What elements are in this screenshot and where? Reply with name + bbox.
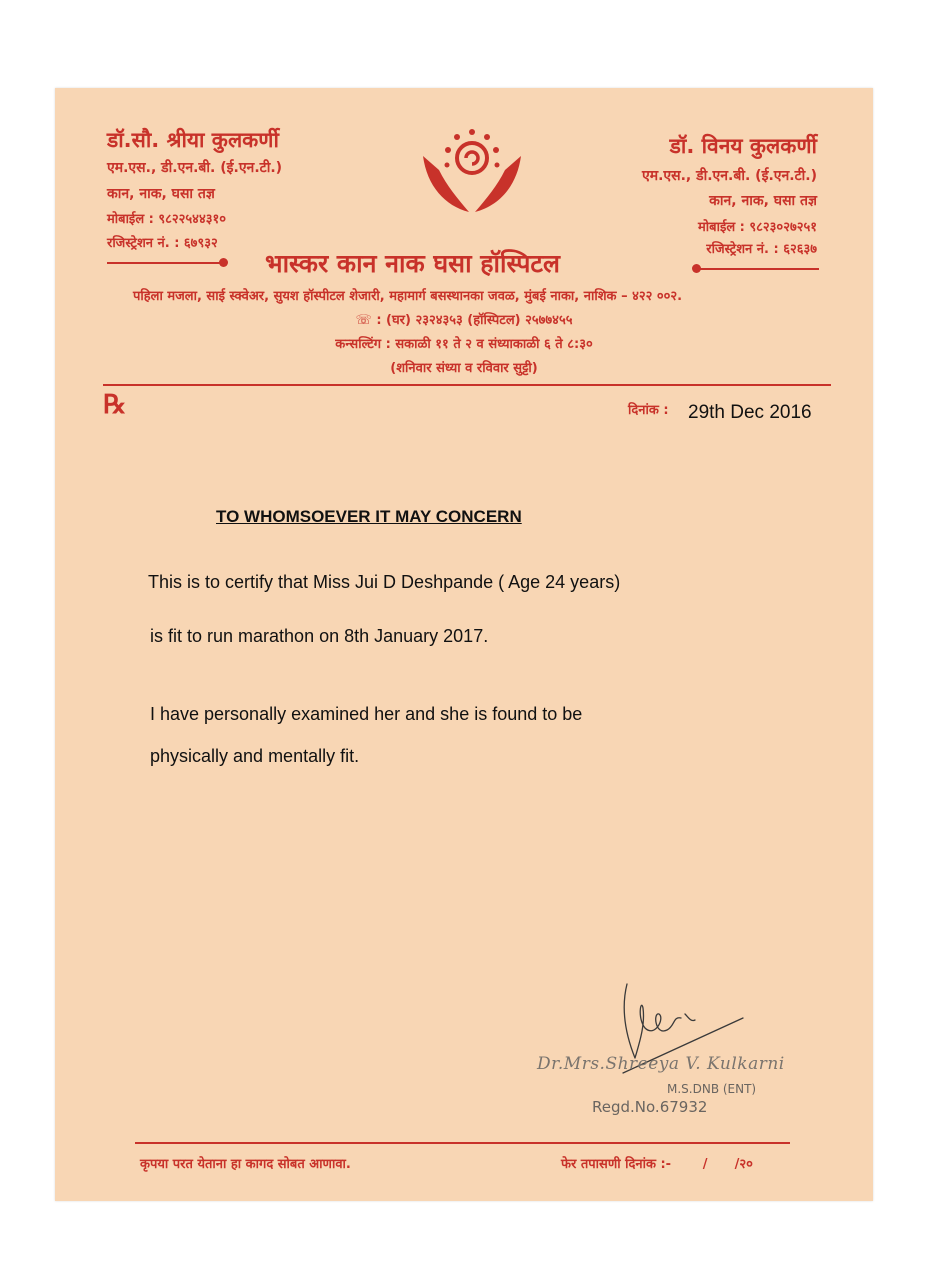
rx-symbol: ℞ — [103, 390, 127, 420]
stamp-doctor-name: Dr.Mrs.Shreeya V. Kulkarni — [537, 1054, 785, 1074]
left-doctor-specialty: कान, नाक, घसा तज्ञ — [107, 186, 215, 202]
footer-note: कृपया परत येताना हा कागद सोबत आणावा. — [140, 1157, 351, 1172]
left-doctor-degree: एम.एस., डी.एन.बी. (ई.एन.टी.) — [107, 160, 283, 176]
footer-revisit-date: फेर तपासणी दिनांक :- / /२० — [561, 1157, 753, 1172]
letter-heading: TO WHOMSOEVER IT MAY CONCERN — [216, 507, 522, 526]
stamp-registration: Regd.No.67932 — [592, 1098, 708, 1116]
hospital-name-dot-left — [219, 258, 228, 267]
left-doctor-registration: रजिस्ट्रेशन नं. : ६७९३२ — [107, 236, 218, 251]
hospital-logo-icon — [417, 126, 527, 218]
letter-line-1: This is to certify that Miss Jui D Deshpande ( Age 24 years) — [148, 572, 621, 592]
stamp-doctor-degree: M.S.DNB (ENT) — [667, 1082, 757, 1096]
right-doctor-degree: एम.एस., डी.एन.बी. (ई.एन.टी.) — [641, 168, 817, 184]
date-label: दिनांक : — [628, 403, 669, 418]
hospital-name-rule-left — [107, 262, 225, 264]
letterhead-page — [55, 88, 873, 1201]
letter-line-3: I have personally examined her and she is found to be — [150, 704, 583, 724]
letter-line-2: is fit to run marathon on 8th January 2017. — [150, 626, 489, 646]
left-doctor-name: डॉ.सौ. श्रीया कुलकर्णी — [107, 128, 279, 152]
footer-divider — [135, 1142, 790, 1144]
hospital-phone: ☏ : (घर) २३२४३५३ (हॉस्पिटल) २५७७४५५ — [355, 313, 573, 328]
consulting-timing: कन्सल्टिंग : सकाळी ११ ते २ व संध्याकाळी ६ ते ८:३० — [335, 337, 593, 352]
right-doctor-registration: रजिस्ट्रेशन नं. : ६२६३७ — [706, 242, 817, 257]
date-value: 29th Dec 2016 — [688, 402, 812, 423]
left-doctor-mobile: मोबाईल : ९८२२५४४३१० — [107, 212, 226, 227]
right-doctor-mobile: मोबाईल : ९८२३०२७२५१ — [698, 220, 817, 235]
right-doctor-name: डॉ. विनय कुलकर्णी — [669, 134, 817, 158]
letter-line-4: physically and mentally fit. — [150, 746, 360, 766]
holiday-note: (शनिवार संध्या व रविवार सुट्टी) — [390, 361, 538, 376]
right-doctor-specialty: कान, नाक, घसा तज्ञ — [709, 193, 817, 209]
hospital-address: पहिला मजला, साई स्क्वेअर, सुयश हॉस्पीटल शेजारी, महामार्ग बसस्थानका जवळ, मुंबई नाका, नाशिक – ४२२ ००२. — [133, 289, 683, 304]
hospital-name-rule-right — [695, 268, 819, 270]
hospital-name: भास्कर कान नाक घसा हॉस्पिटल — [265, 249, 560, 278]
header-divider — [103, 384, 831, 386]
